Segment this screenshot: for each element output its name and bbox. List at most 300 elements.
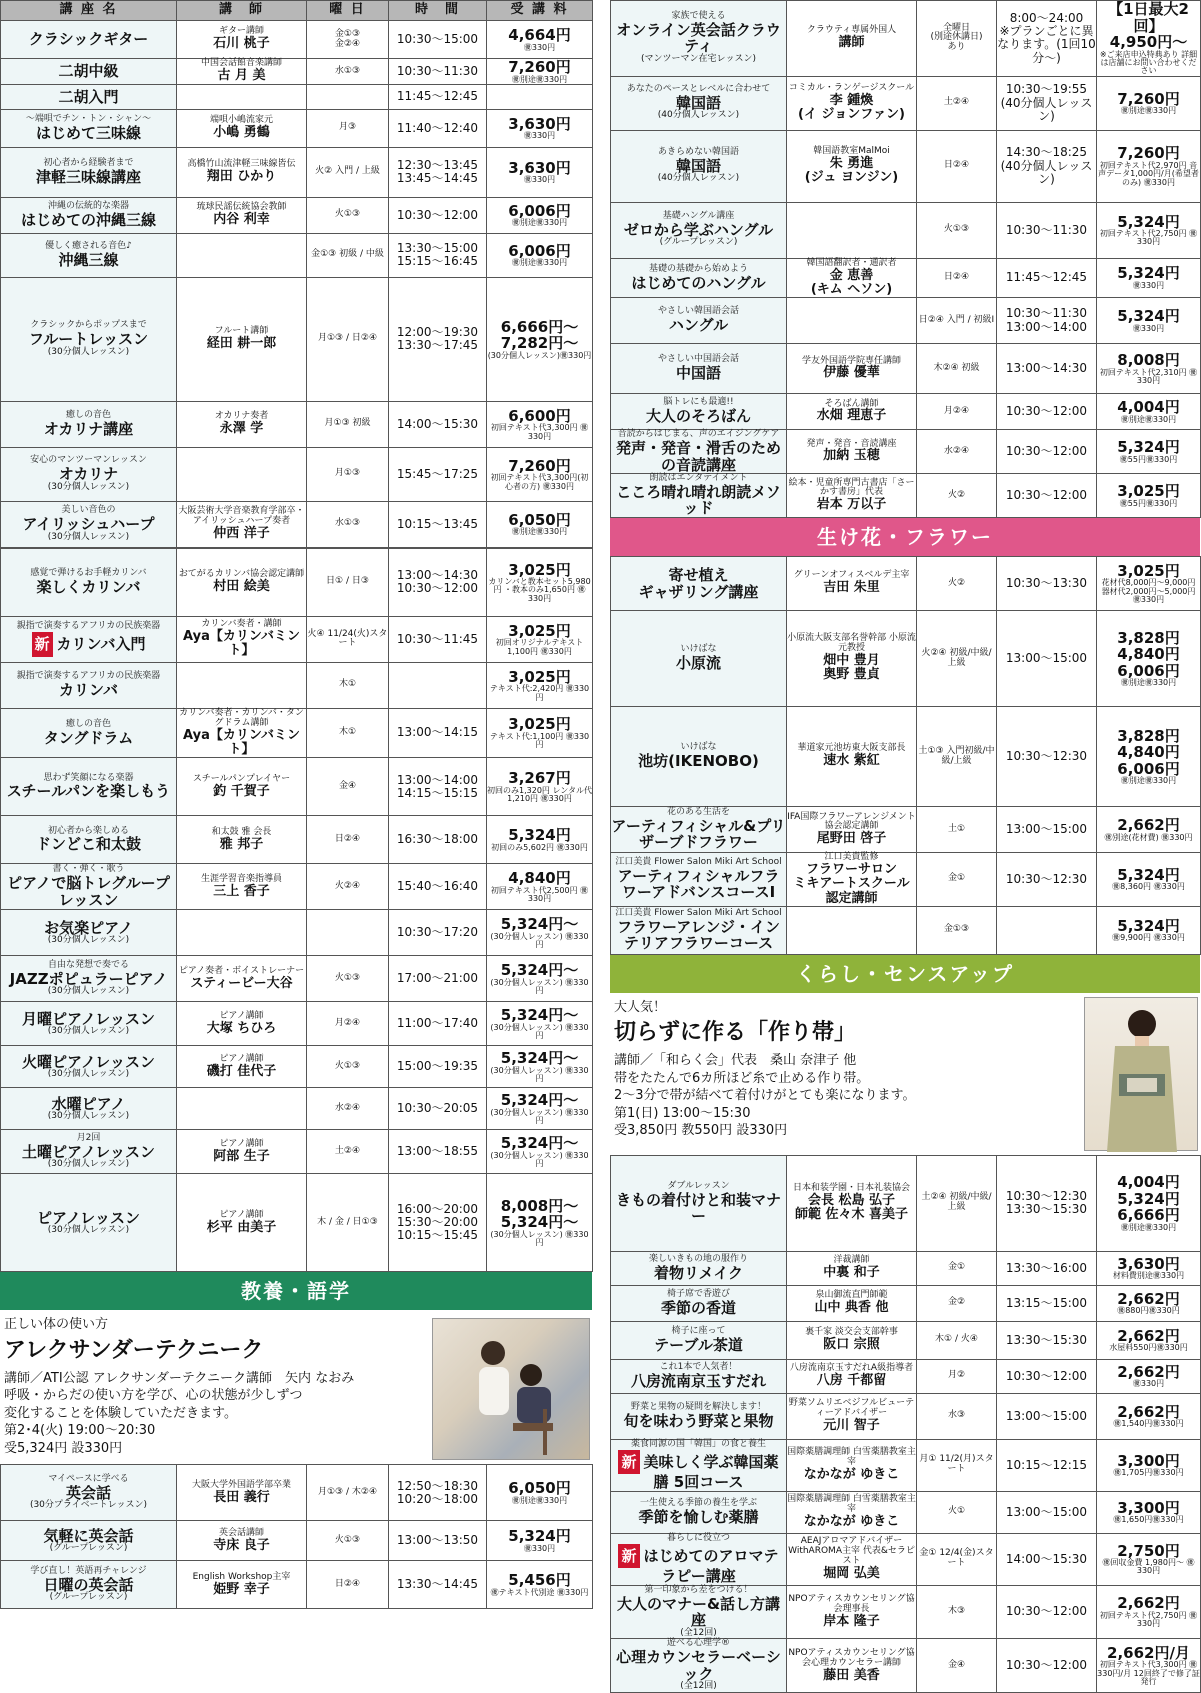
day-text: 月②④ [943,405,970,416]
fee-price: 4,840円 [1117,743,1180,762]
course-name-cell[interactable] [611,1585,787,1639]
teacher-title: 国際薬膳調理師 白雪薬膳教室主宰 [787,1494,916,1515]
tsukuriobi-fee: 受3,850円 [614,1123,678,1139]
course-name-cell[interactable] [611,202,787,258]
table-row[interactable] [611,394,1201,430]
course-name-cell[interactable] [611,1155,787,1251]
table-row[interactable] [1,401,593,447]
table-row[interactable] [611,807,1201,853]
course-name-cell[interactable] [611,853,787,907]
course-subtitle: 朗読はエンタテイメント [649,473,748,484]
fee-note: ㊝330円 [523,42,556,52]
course-name-cell[interactable] [1,910,177,956]
table-row[interactable] [611,474,1201,518]
course-name-cell[interactable] [611,298,787,344]
table-row[interactable] [611,1359,1201,1393]
fee-cell [1097,394,1201,430]
time-text: 10:30～12:00 [1005,444,1088,458]
course-name-cell[interactable] [611,1639,787,1693]
course-title: 二胡中級 [58,62,119,81]
fee-cell [1097,1393,1201,1439]
table-row[interactable] [611,344,1201,394]
time-cell [389,1465,487,1521]
time-cell [389,616,487,662]
course-title: 発声・発音・滑舌のための音読講座 [615,439,781,474]
fee-note: ㊝330円 [523,131,556,141]
course-name-cell[interactable] [1,1088,177,1130]
teacher-cell [177,708,307,757]
day-text: 火①③ [334,972,361,983]
time-text: 14:15～15:15 [396,785,479,800]
day-text: 月①③ / 日②④ [317,333,378,344]
table-row[interactable] [1,910,593,956]
table-row[interactable] [611,557,1201,611]
table-row[interactable] [611,1321,1201,1359]
teacher-name: 会長 松島 弘子 [807,1192,896,1208]
table-row[interactable] [1,109,593,147]
day-text: 月③ [338,122,357,133]
table-row[interactable] [611,1533,1201,1585]
table-row[interactable] [611,76,1201,130]
table-row[interactable] [1,816,593,864]
course-name-cell[interactable] [1,1002,177,1046]
table-row[interactable] [611,853,1201,907]
course-table-language [0,1464,593,1609]
teacher-cell [177,84,307,109]
course-subtitle: 沖縄の伝統的な楽器 [47,201,129,212]
table-row[interactable] [1,662,593,708]
course-name-cell[interactable] [611,76,787,130]
course-name-cell[interactable] [1,277,177,401]
fee-note: ㊝別途㊝330円 [511,218,568,228]
teacher-cell [787,1439,917,1491]
day-cell [307,197,389,233]
course-name-cell[interactable] [611,1533,787,1585]
course-name-cell[interactable] [611,1359,787,1393]
table-row[interactable] [1,548,593,616]
time-cell [389,758,487,816]
table-row[interactable] [1,758,593,816]
fee-cell [487,956,593,1002]
fee-cell [487,910,593,956]
fee-price: 6,050円 [508,1479,571,1498]
course-table-flower [610,556,1201,955]
table-row[interactable] [1,233,593,277]
time-cell [389,277,487,401]
teacher-name: スティービー大谷 [190,975,293,991]
course-name-cell[interactable] [1,708,177,757]
course-title: 新 美味しく学ぶ韓国薬膳 5回コース [611,1450,786,1491]
time-text: 13:30～17:45 [396,338,479,353]
fee-cell [1097,344,1201,394]
fee-cell [1097,611,1201,707]
fee-price: 3,630円 [1117,1254,1180,1273]
fee-price: 5,324円 [1117,1189,1180,1208]
day-cell [917,1491,997,1533]
fee-cell [1097,1321,1201,1359]
fee-note: 花材代8,000円～9,000円 器材代2,000円～5,000円 ㊝330円 [1101,578,1196,604]
table-row[interactable] [611,1585,1201,1639]
day-cell [917,906,997,954]
day-text: 木③ [947,1606,966,1617]
day-text: 日②④ 入門 / 初級Ⅰ [918,314,995,325]
tsukuriobi-material-fee: 教550円 [681,1123,733,1139]
course-subtitle: 基礎ハングル講座 [662,211,735,222]
time-text: 10:30～12:00 [1005,487,1088,502]
time-text: 15:30～20:00 [396,1215,479,1230]
teacher-cell [177,816,307,864]
fee-price: 3,828円 [1117,628,1180,647]
table-row[interactable] [1,197,593,233]
course-name-cell[interactable] [1,956,177,1002]
table-row[interactable] [611,1285,1201,1321]
course-subtitle: 家族で使える [671,10,726,21]
table-row[interactable] [611,1639,1201,1693]
table-row[interactable] [1,277,593,401]
course-name-cell[interactable] [1,1174,177,1272]
course-title: 新 カリンバ入門 [1,632,176,657]
day-cell [307,1046,389,1088]
day-text: 水①③ [334,65,361,76]
day-text: 木 / 金 / 日①③ [317,1216,378,1227]
teacher-name: 磯打 佳代子 [206,1063,277,1079]
course-name-cell[interactable] [1,109,177,147]
day-text: 金②④ [334,38,361,49]
time-cell [997,611,1097,707]
teacher-cell [787,807,917,853]
fee-note: ㊝1,650円㊝330円 [1113,1515,1184,1525]
feature-tsukuriobi[interactable] [610,993,1200,1155]
course-subtitle: あなたのペースとレベルに合わせて [626,84,771,95]
day-text: 土②④ [334,1145,361,1156]
teacher-title: オカリナ奏者 [214,411,269,422]
fee-note: ㊝別途㊝330円 [1120,678,1177,688]
table-row[interactable] [611,611,1201,707]
table-row[interactable] [1,1002,593,1046]
fee-price: 3,025円 [508,715,571,734]
day-text: 金② [947,1297,966,1308]
course-title: 気軽に英会話 [43,1526,134,1545]
course-title: 津軽三味線講座 [35,168,141,187]
teacher-cell [177,956,307,1002]
header-time: 時 間 [389,1,487,21]
time-cell [997,906,1097,954]
fee-price: 5,324円～ [500,1134,579,1153]
fee-cell [1097,1359,1201,1393]
course-name-cell[interactable] [611,474,787,518]
day-cell [307,447,389,501]
course-name-cell[interactable] [1,662,177,708]
table-row[interactable] [1,1088,593,1130]
teacher-name: 大塚 ちひろ [206,1020,277,1036]
day-cell [917,344,997,394]
table-row[interactable] [611,906,1201,954]
course-title: ピアノで脳トレグループレッスン [7,874,170,909]
course-subtitle: 椅子に座って [671,1326,726,1337]
course-name-cell[interactable] [611,344,787,394]
table-row[interactable] [1,59,593,85]
course-name-cell[interactable] [1,147,177,197]
course-name-cell[interactable] [611,707,787,807]
day-text: 金④ [947,1659,966,1670]
time-text: 13:30～15:00 [396,241,479,256]
course-name-cell[interactable] [1,59,177,85]
teacher-name: 三上 香子 [213,883,270,899]
teacher-name: 寺床 良子 [213,1537,270,1553]
fee-price: 4,840円 [508,869,571,888]
course-name-cell[interactable] [1,21,177,59]
time-cell [997,394,1097,430]
time-text: 13:15～15:00 [1005,1295,1088,1310]
teacher-cell [177,401,307,447]
time-text: 10:30～12:00 [1005,1368,1088,1383]
table-row[interactable] [1,147,593,197]
teacher-cell [787,1639,917,1693]
course-title: 韓国語 [675,156,721,175]
fee-cell [1097,202,1201,258]
course-name-cell[interactable] [611,611,787,707]
course-name-cell[interactable] [1,548,177,616]
teacher-name: 認定講師 [825,890,878,906]
course-name-cell[interactable] [1,1465,177,1521]
course-name-cell[interactable] [611,1393,787,1439]
fee-price: 4,950円～ [1109,33,1188,51]
fee-price: 3,300円 [1117,1498,1180,1517]
day-cell [307,109,389,147]
teacher-title: 生涯学習音楽指導員 [200,873,282,884]
teacher-title: カリンバ奏者・カリンバ・タングドラム講師 [179,707,304,728]
teacher-cell [177,21,307,59]
table-row[interactable] [611,1,1201,77]
course-subtitle: 遊べる心理学® [666,1638,730,1649]
course-title: アーティフィシャルフラワーアドバンスコースⅠ [617,866,780,902]
teacher-name: Aya【カリンバミント】 [183,727,300,757]
day-cell [917,1359,997,1393]
course-name-cell[interactable] [611,807,787,853]
fee-note: ㊝330円 [1132,1379,1165,1389]
course-title: はじめて三味線 [35,124,141,143]
table-row[interactable] [611,130,1201,202]
course-name-cell[interactable] [1,1521,177,1561]
day-text: 金①③ [943,924,970,935]
course-name-cell[interactable] [1,84,177,109]
time-text: 10:30～12:00 [1005,1658,1088,1673]
course-name-cell[interactable] [1,233,177,277]
teacher-cell [177,1046,307,1088]
table-row[interactable] [1,21,593,59]
time-cell [389,401,487,447]
table-row[interactable] [1,1561,593,1609]
day-cell [307,21,389,59]
course-name-cell[interactable] [611,1439,787,1491]
course-title: ドンどこ和太鼓 [35,835,141,854]
teacher-title: おてがるカリンバ協会認定講師 [178,569,305,580]
course-note: (30分プライベートレッスン) [29,1500,148,1511]
time-text: 13:00～18:55 [396,1144,479,1159]
day-text: 全曜日 [942,22,970,33]
table-row[interactable] [611,1251,1201,1285]
fee-note: ㊝テキスト代別途 ㊝330円 [490,1587,589,1597]
course-name-cell[interactable] [1,1561,177,1609]
feature-alexander[interactable] [0,1310,592,1464]
day-text: 水①③ [334,518,361,529]
teacher-name: 阿部 生子 [213,1148,270,1164]
table-row[interactable] [611,1393,1201,1439]
table-row[interactable] [611,298,1201,344]
fee-price: 5,324円 [508,1527,571,1546]
fee-price: 7,282円～ [500,334,579,353]
table-row[interactable] [1,1465,593,1521]
teacher-cell [787,394,917,430]
teacher-title: 八房流南京玉すだれA級指導者 [789,1363,914,1374]
course-name-cell[interactable] [1,758,177,816]
fee-price: 5,324円 [1117,438,1180,457]
course-name-cell[interactable] [1,1046,177,1088]
course-name-cell[interactable] [611,430,787,474]
table-row[interactable] [1,1130,593,1174]
fee-cell [487,501,593,547]
teacher-name: なかなが ゆきこ [803,1467,900,1483]
course-note: (30分個人レッスン) [47,1159,130,1170]
course-name-cell[interactable] [1,197,177,233]
day-text: 月② [947,1370,966,1381]
tsukuriobi-kicker: 大人気！ [614,999,667,1015]
fee-cell [487,616,593,662]
banner-kurashi: くらし・センスアップ [610,955,1200,993]
course-name-cell[interactable] [611,1,787,77]
fee-price: 7,260円 [508,58,571,76]
course-name-cell[interactable] [1,616,177,662]
fee-cell [1097,1155,1201,1251]
fee-price: 5,324円～ [500,1049,579,1068]
course-subtitle: 音読からはじまる、声のエイジングケア [617,429,780,440]
day-cell [917,1,997,77]
banner-ikebana: 生け花・フラワー [610,518,1200,556]
table-row[interactable] [1,501,593,547]
day-text: 火④ 11/24(火)スタート [307,628,388,649]
course-name-cell[interactable] [611,1321,787,1359]
table-row[interactable] [1,708,593,757]
day-cell [307,59,389,85]
teacher-cell [177,1174,307,1272]
fee-price: 6,666円～ [500,317,579,336]
fee-cell [487,1088,593,1130]
course-note: (30分個人レッスン) [47,531,130,542]
left-column [0,0,592,1609]
table-row[interactable] [611,1491,1201,1533]
course-name-cell[interactable] [1,864,177,910]
course-name-cell[interactable] [1,401,177,447]
course-name-cell[interactable] [1,1130,177,1174]
table-row[interactable] [1,616,593,662]
course-title: 英会話 [65,1483,111,1502]
fee-note: 初回テキスト代3,300円 ㊝330円/月 12回終了で修了証発行 [1097,1660,1200,1687]
table-row[interactable] [1,1521,593,1561]
time-text: 10:30～12:00 [1005,1604,1088,1619]
fee-price: 5,324円～ [500,1091,579,1110]
course-title: オンライン英会話クラウティ [616,20,781,56]
fee-cell [1097,298,1201,344]
course-name-cell[interactable] [611,130,787,202]
table-row[interactable] [611,258,1201,297]
day-cell [307,1465,389,1521]
course-note: (30分個人レッスン) [47,986,130,997]
course-name-cell[interactable] [611,1251,787,1285]
time-cell [997,1639,1097,1693]
time-cell [389,1046,487,1088]
table-row[interactable] [1,84,593,109]
course-name-cell[interactable] [611,1491,787,1533]
course-title: アーティフィシャル&プリザーブドフラワー [611,816,786,852]
header-day: 曜 日 [307,1,389,21]
fee-price: 3,025円 [508,560,571,579]
table-row[interactable] [611,707,1201,807]
course-name-cell[interactable] [1,816,177,864]
course-title: 月曜ピアノレッスン [21,1009,156,1028]
teacher-cell [787,474,917,518]
day-text: 水②④ [334,1102,361,1113]
table-body-left3 [1,1465,593,1609]
fee-cell [1097,1,1201,77]
fee-note: (30分個人レッスン) ㊝330円 [490,977,589,996]
course-subtitle: 脳トレにも最適!! [663,397,734,408]
course-title: 日曜の英会話 [43,1575,134,1594]
time-text: 10:30～15:00 [396,31,479,46]
table-row[interactable] [611,1155,1201,1251]
day-cell [917,298,997,344]
fee-price: 7,260円 [1117,89,1180,108]
teacher-name: 畑中 豊月 [823,653,880,669]
day-text: 火② [947,577,966,588]
course-name-cell[interactable] [611,557,787,611]
table-row[interactable] [1,864,593,910]
teacher-cell [787,1321,917,1359]
table-row[interactable] [611,202,1201,258]
alexander-fee: 受5,324円 [4,1440,68,1456]
table-row[interactable] [611,430,1201,474]
time-cell [997,430,1097,474]
course-name-cell[interactable] [1,501,177,547]
teacher-name: 加納 玉穂 [823,448,880,464]
table-row[interactable] [1,447,593,501]
fee-note: 初回テキスト代2,750円 ㊝330円 [1099,229,1198,247]
teacher-title: ピアノ講師 [219,1053,264,1064]
course-note: (全12回) [680,1627,717,1638]
day-cell [917,1639,997,1693]
course-name-cell[interactable] [1,447,177,501]
teacher-name: フラワーサロン [805,861,897,877]
course-subtitle: 花のある生活を [666,807,730,818]
course-name-cell[interactable] [611,258,787,297]
table-row[interactable] [1,1174,593,1272]
table-row[interactable] [611,1439,1201,1491]
tsukuriobi-facility-fee: 設330円 [736,1123,788,1139]
table-row[interactable] [1,956,593,1002]
teacher-cell [787,76,917,130]
course-name-cell[interactable] [611,394,787,430]
teacher-name: Aya【カリンバミント】 [183,629,300,659]
course-name-cell[interactable] [611,1285,787,1321]
course-name-cell[interactable] [611,906,787,954]
day-text: 土②④ [943,97,970,108]
day-text: 火②④ 初級/中級/上級 [921,647,992,668]
teacher-title: 江口美貴監修 [824,852,879,863]
table-row[interactable] [1,1046,593,1088]
fee-price: 4,840円 [1117,645,1180,664]
day-text: 土②④ 初級/中級/上級 [921,1192,992,1213]
day-cell [307,1088,389,1130]
teacher-cell [787,430,917,474]
